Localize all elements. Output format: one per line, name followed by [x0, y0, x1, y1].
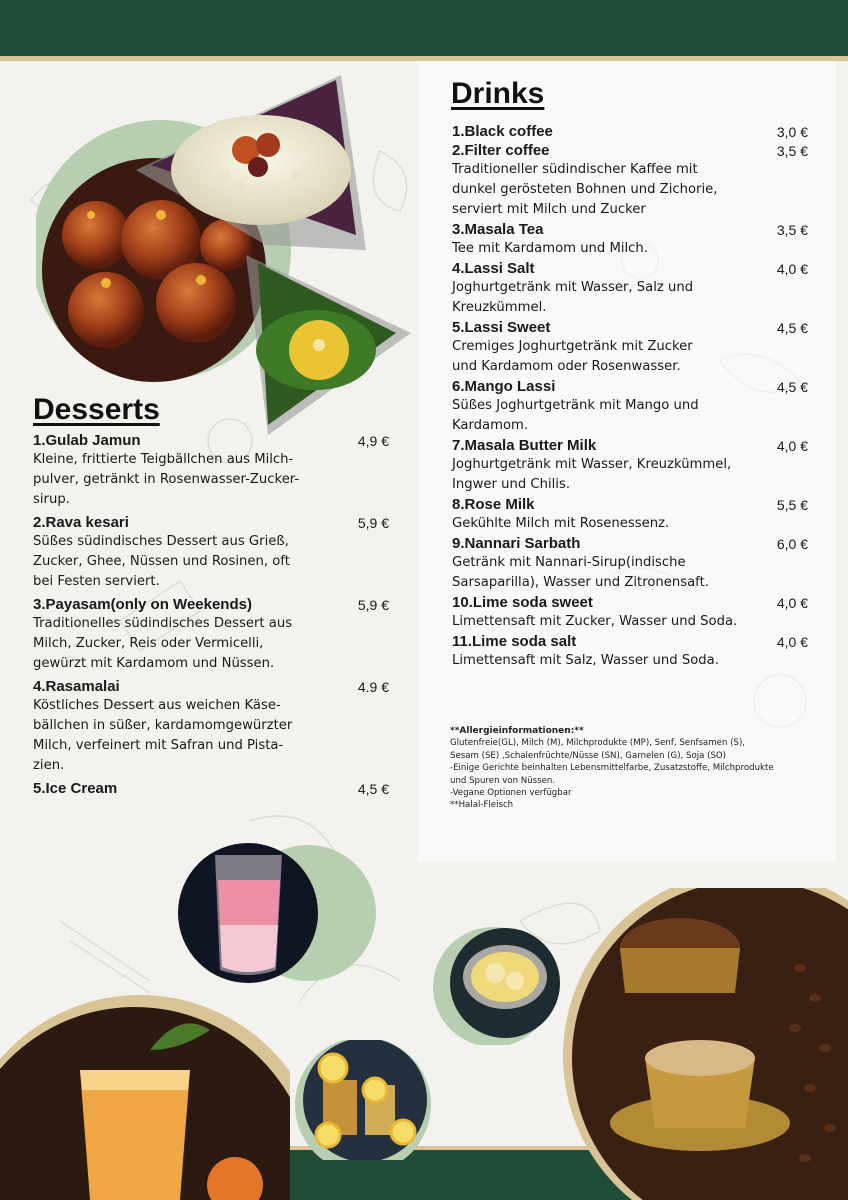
allergen-line: -Vegane Optionen verfügbar [450, 788, 572, 799]
item-name: 10.Lime soda sweet [452, 594, 593, 611]
dessert-item [33, 596, 391, 674]
item-description: Limettensaft mit Zucker, Wasser und Soda. [452, 614, 738, 629]
item-name: 5.Ice Cream [33, 780, 118, 797]
drink-item [452, 633, 808, 671]
item-description: Süßes südindisches Dessert aus Grieß, Zucker, Ghee, Nüssen und Rosinen, oft bei Festen serviert. [33, 534, 290, 589]
item-price: 3,5 € [776, 143, 808, 159]
item-price: 4,0 € [776, 261, 808, 277]
item-name: 5.Lassi Sweet [452, 319, 551, 336]
drink-item [452, 437, 808, 495]
item-price: 5,5 € [776, 497, 808, 513]
item-price: 4.9 € [357, 679, 389, 695]
item-name: 8.Rose Milk [452, 496, 535, 513]
allergen-line: -Einige Gerichte beinhalten Lebensmittelfarbe, Zusatzstoffe, Milchprodukte und Spuren von Nüssen. [450, 763, 774, 786]
dessert-item [33, 514, 391, 592]
item-description: Köstliches Dessert aus weichen Käse- bällchen in süßer, kardamomgewürzter Milch, verfeinert mit Safran und Pista- zien. [33, 698, 293, 773]
drink-item [452, 142, 808, 220]
item-description: Traditionelles südindisches Dessert aus Milch, Zucker, Reis oder Vermicelli, gewürzt mit Kardamom und Nüssen. [33, 616, 293, 671]
allergen-line: Glutenfreie(GL), Milch (M), Milchprodukte (MP), Senf, Senfsamen (S), Sesam (SE) ,Schalenfrüchte/Nüsse (SN), Garnelen (G), Soja (SO) [450, 738, 746, 761]
item-name: 4.Rasamalai [33, 678, 120, 695]
header-band [0, 0, 848, 56]
item-name: 2.Rava kesari [33, 514, 129, 531]
filter-coffee-photo [560, 888, 848, 1200]
rose-milk-photo [170, 835, 390, 985]
item-price: 4,9 € [357, 433, 389, 449]
drink-item [452, 496, 808, 534]
item-price: 4,0 € [776, 595, 808, 611]
item-name: 3.Payasam(only on Weekends) [33, 596, 252, 613]
drink-item [452, 221, 808, 259]
drink-item [452, 594, 808, 632]
allergen-info [450, 725, 830, 812]
dessert-item [33, 432, 391, 510]
allergen-line: **Halal-Fleisch [450, 800, 514, 811]
drink-item [452, 260, 808, 318]
item-price: 3,5 € [776, 222, 808, 238]
rasamalai-photo [415, 915, 565, 1045]
item-name: 2.Filter coffee [452, 142, 550, 159]
drinks-list [452, 123, 808, 672]
item-description: Tee mit Kardamom und Milch. [452, 241, 648, 256]
item-name: 9.Nannari Sarbath [452, 535, 581, 552]
drinks-title: Drinks [451, 77, 545, 110]
item-name: 6.Mango Lassi [452, 378, 556, 395]
item-name: 11.Lime soda salt [452, 633, 577, 650]
item-description: Traditioneller südindischer Kaffee mit dunkel gerösteten Bohnen und Zichorie, serviert mit Milch und Zucker [452, 162, 718, 217]
item-price: 5,9 € [357, 515, 389, 531]
desserts-title: Desserts [33, 393, 160, 426]
desserts-list [33, 432, 391, 802]
item-description: Joghurtgetränk mit Wasser, Kreuzkümmel, Ingwer und Chilis. [452, 457, 732, 492]
item-name: 3.Masala Tea [452, 221, 544, 238]
item-name: 7.Masala Butter Milk [452, 437, 597, 454]
drink-item [452, 123, 808, 141]
item-price: 4,0 € [776, 634, 808, 650]
item-description: Süßes Joghurtgetränk mit Mango und Kardamom. [452, 398, 699, 433]
item-description: Getränk mit Nannari-Sirup(indische Sarsaparilla), Wasser und Zitronensaft. [452, 555, 709, 590]
item-price: 4,0 € [776, 438, 808, 454]
drink-item [452, 378, 808, 436]
lime-soda-photo [293, 1040, 433, 1160]
item-description: Limettensaft mit Salz, Wasser und Soda. [452, 653, 719, 668]
dessert-item [33, 780, 391, 798]
drink-item [452, 319, 808, 377]
mango-lassi-photo [0, 990, 290, 1200]
allergen-heading: **Allergieinformationen:** [450, 726, 584, 736]
item-description: Kleine, frittierte Teigbällchen aus Milch- pulver, getränkt in Rosenwasser-Zucker- sirup. [33, 452, 300, 507]
item-name: 1.Gulab Jamun [33, 432, 141, 449]
item-price: 4,5 € [357, 781, 389, 797]
item-name: 1.Black coffee [452, 123, 553, 140]
item-description: Cremiges Joghurtgetränk mit Zucker und Kardamom oder Rosenwasser. [452, 339, 693, 374]
item-name: 4.Lassi Salt [452, 260, 535, 277]
item-price: 4,5 € [776, 379, 808, 395]
item-price: 6,0 € [776, 536, 808, 552]
dessert-photo-collage [36, 75, 426, 435]
item-description: Joghurtgetränk mit Wasser, Salz und Kreuzkümmel. [452, 280, 694, 315]
drink-item [452, 535, 808, 593]
item-description: Gekühlte Milch mit Rosenessenz. [452, 516, 670, 531]
dessert-item [33, 678, 391, 776]
item-price: 5,9 € [357, 597, 389, 613]
item-price: 3,0 € [776, 124, 808, 140]
item-price: 4,5 € [776, 320, 808, 336]
